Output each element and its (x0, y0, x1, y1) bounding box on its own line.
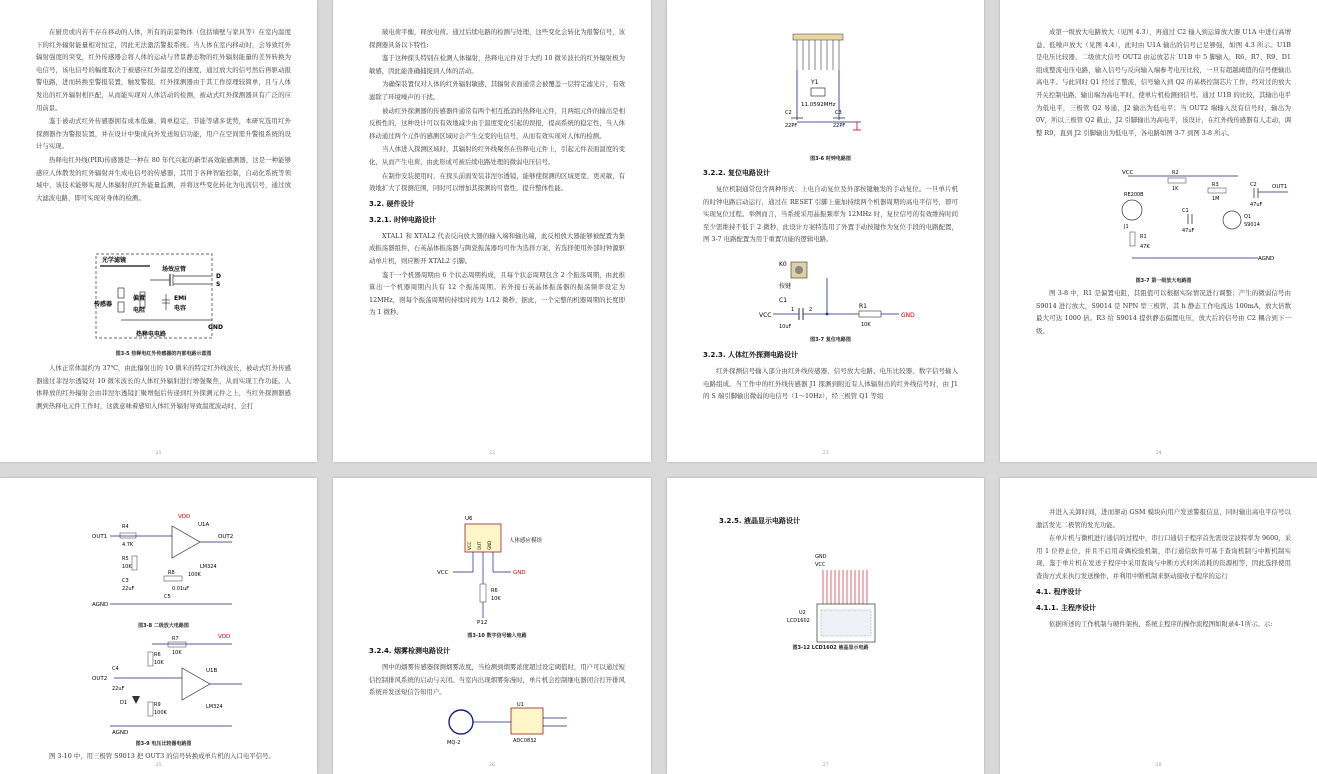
diagram-label-gnd: GND (208, 324, 223, 331)
section-heading: 3.2. 硬件设计 (369, 199, 415, 208)
figure-caption: 图3-6 时钟电路图 (810, 156, 851, 162)
pir-model: RE200B (1124, 192, 1144, 198)
smoke-detect-circuit-diagram (421, 698, 581, 768)
adc-ref: U1 (517, 702, 524, 708)
subsection-heading: 3.2.4. 烟雾检测电路设计 (369, 647, 451, 655)
page-number: 24 (1155, 450, 1162, 456)
body-paragraph: 鉴于一个机器周期由 6 个状态周期构成，且每个状态周期包含 2 个振荡周期，由此推算出一个机器周期内共有 12 个振荡周期。若外接石英晶体振荡器的振荡频率设定为 12MHz，则每个振荡周期的持续时间为 1/12 微秒，据此，一个完整的机器周期的长度即为 1 微秒。 (369, 270, 625, 317)
document-page-8 (1000, 478, 1317, 774)
page-number: 25 (155, 762, 162, 768)
document-page-5 (0, 478, 317, 774)
cap-c1-value: 10uF (779, 324, 792, 330)
cap-c2-ref: C2 (1250, 182, 1257, 188)
cap-c5-ref: C5 (164, 594, 171, 600)
figure-caption: 图3-8 二级放大电路图 (138, 623, 189, 629)
res-r7-ref: R7 (172, 636, 179, 642)
module-label: 人体感应模组 (509, 538, 543, 544)
body-paragraph: 图中的烟雾传感器探测烟雾浓度，当检测到烟雾浓度超过设定阈值时，用户可以通过短信控制排风系统的启动与关闭。当室内出现烟雾弥漫时，单片机会控制继电器闭合打开排风系统并发送短信告知用户。 (369, 663, 625, 697)
port-label: P12 (477, 620, 488, 624)
figure-caption: 图3-7 第一级放大电路图 (1135, 278, 1192, 284)
crystal-frequency: 11.0592MHz (801, 102, 836, 108)
body-paragraph: 热释电红外线(PIR)传感器是一种在 80 年代兴起的新型高效能感测器，这是一种能够感应人体散发的红外辐射并生成电信号的传感器，其用于各种智能控制，自动化系统等领域中，该技术能够实现人体辐射的红外能量监测，并将这些变化转化为电流信号，通过放大滤波电路，即可实现对身体的检测。 (36, 155, 291, 202)
figure-caption: 图3-9 电压比较器电路图 (135, 741, 192, 747)
gnd-label: GND (901, 312, 915, 319)
cap-c2-value: 47uF (1250, 202, 1263, 208)
diagram-label-fet: 场效应管 (162, 266, 187, 273)
body-paragraph: 在厨房或内若不存在移动的人体，所有的前景物体（包括墙壁与家具等）在室内温度下的红外辐射能量相对恒定，因此无法激活警报系统。当人体在室内移动时，会导致红外辐射强度的突变，红外传感器会将人体的运动与背景静态物的红外辐射能量的差异转换为电信号，该电信号的幅度取决于被感应红外温度差的速度，通过放大的信号然后再驱动报警电路，进而转换至警报装置，触发警报，红外探测器由于其工作原理较简单，且与人体发出的红外辐射相匹配，从而能实现对人体活动的检测，被动式红外探测器具有广泛的应用前景。 (36, 28, 291, 112)
vcc-label: VCC (759, 312, 772, 319)
pir-ref: J1 (1124, 224, 1129, 230)
document-page-3 (667, 0, 984, 462)
module-pin-out: OUT (477, 541, 482, 550)
body-paragraph: 复位机制通常包含两种形式：上电自动复位及外部按键触发的手动复位。一旦单片机的时钟电路启动运行，通过在 RESET 引脚上施加持续两个机器周期的高电平信号，即可实现复位过程。举例而言，当系统采用晶振频率为 12MHz 时，复位信号的有效维持时间至少需维持不低于 2 微秒，此设计方案特选用了外置手动按键作为复位手段的电路配置，图 3-7 电路配置为用于重置功能的逻辑电路。 (703, 185, 958, 244)
page-number: 28 (1155, 762, 1162, 768)
cap-c3-ref: C3 (122, 578, 129, 584)
gnd-label: GND (513, 570, 526, 576)
res-r9-value: 100K (154, 710, 167, 716)
first-stage-amplifier-diagram (1108, 168, 1308, 268)
cap-c5-value: 0.01uF (172, 586, 190, 592)
page-number: 21 (155, 450, 162, 456)
module-ref: U6 (465, 516, 473, 522)
res-r4-ref: R4 (122, 524, 129, 530)
res-r2-ref: R2 (1172, 170, 1179, 176)
body-paragraph: 在制作安装使用时，在探头前面安装菲涅尔透镜，能够使探测的区域更宽、更灵敏，有效地扩大了探测范围，同时可以增加其探测的可靠性，提升整体性能。 (369, 171, 625, 193)
vcc-label: VCC (815, 562, 826, 568)
agnd-label: AGND (92, 602, 109, 608)
out2-label: OUT2 (218, 534, 234, 540)
cap-c4-ref: C4 (112, 666, 119, 672)
res-r6-value: 10K (154, 660, 164, 666)
res-r5-value: 10K (122, 564, 132, 570)
body-paragraph: XTAL1 和 XTAL2 代表反向放大器的输入端和输出端，此反相放大器能够被配置为集成振荡器组件，石英晶体振荡器与陶瓷振荡器均可作为选择方案，若选择使用外部时钟源驱动单片机，则应断开 XTAL2 引脚。 (369, 231, 625, 265)
switch-ref: K0 (779, 261, 787, 268)
body-paragraph: 并进入关卸时间，进而驱动 GSM 模块向用户发送警报信息，同时输出高电平信号以激活发光二极管的发光功能。 (1036, 508, 1291, 529)
body-paragraph: 图 3-8 中，R1 是偏置电阻，其阻值可以根据实际情况进行调整；产生的微弱信号由 S9014 进行放大，S9014 是 NPN 型三极管，其 h 静态工作电流达 100mA，放大倍数最大可达 1000 倍。R3 给 S9014 提供静态偏置电压，放大后的信号由 C2 耦合到下一级。 (1036, 289, 1291, 335)
res-r2-value: 1K (1172, 186, 1179, 192)
diagram-label-filter: 光学滤镜 (102, 257, 127, 264)
body-paragraph: 红外探测信号输入部分由红外线传感器、信号放大电路、电压比较器、数字信号输入电路组成。当工作中的红外线传感器 J1 探测到附近有人体辐射出的红外线信号时，由 J1 的 S 端引脚输出微弱的电信号（1～10Hz），经三极管 Q1 等组 (703, 367, 958, 401)
cap-c3-value: 22PF (833, 123, 846, 129)
lcd-model: LCD1602 (787, 618, 810, 624)
pin-2: 2 (809, 307, 813, 313)
diagram-label-capacitor: 电容 (174, 305, 187, 312)
body-paragraph: 当人体进入探测区域时，其辐射的红外线聚焦在热释电元件上，引起元件表面温度的变化，从而产生电荷，由此形成可被后续电路处理的微弱电压信号。 (369, 145, 625, 166)
module-pin-gnd: GND (487, 540, 492, 550)
body-paragraph: 为确保装置仅对人体的红外辐射敏感，其辐射表面通常会被覆盖一层特定滤光片，有效滤除了环境噪声的干扰。 (369, 80, 625, 101)
res-r3-ref: R3 (1212, 182, 1219, 188)
res-r6-value: 10K (491, 596, 501, 602)
diagram-label-bias: 偏置 (133, 295, 146, 302)
res-r3-value: 1M (1212, 196, 1220, 202)
diagram-label-s: S (216, 281, 221, 288)
cap-c1-ref: C1 (1182, 208, 1189, 214)
section-heading: 4.1. 程序设计 (1036, 587, 1082, 596)
page-number: 23 (822, 450, 829, 456)
crystal-ref: Y1 (811, 79, 819, 86)
vdd-label: VDD (218, 634, 231, 640)
body-paragraph: 鉴于被动式红外传感器拥有成本低廉、简单稳定、节能等诸多优势，本研究选用红外探测器作为警报装置，并在设计中集成向外发送短信功能，用户在空间需升警报系统的设计与实现。 (36, 117, 291, 151)
res-r1-ref: R1 (1140, 234, 1147, 240)
pin-1: 1 (791, 307, 795, 313)
adc-model: ADC0832 (513, 738, 537, 744)
body-paragraph: 鉴于这种探头特别在检测人体辐射，热释电元件对于大约 10 微米波长的红外辐射极为敏感，因此能准确捕捉到人体的活动。 (369, 54, 625, 75)
subsection-heading: 3.2.1. 时钟电路设计 (369, 215, 437, 224)
figure-caption: 图3-10 数字信号输入电路 (467, 633, 527, 639)
body-paragraph: 破电荷平衡，释放电荷。通过后续电路的检测与处理，这些变化会转化为报警信号，该探测器具备以下特性: (369, 28, 625, 49)
diagram-label-resistor: 电阻 (133, 307, 146, 314)
opamp-chip: LM324 (206, 704, 223, 710)
second-stage-amplifier-diagram (92, 512, 252, 608)
res-r1-ref: R1 (859, 303, 867, 310)
body-paragraph: 依据所述的工作机制与硬件架构，系统主程序的操作流程图如附录4-1所示。示: (1049, 619, 1273, 628)
lcd-ref: U2 (799, 610, 806, 616)
subsection-heading: 4.1.1. 主程序设计 (1036, 603, 1097, 612)
out1-label: OUT1 (1272, 184, 1288, 190)
lcd-display-circuit-diagram (787, 552, 887, 648)
subsection-heading: 3.2.5. 液晶显示电路设计 (719, 517, 801, 525)
cap-c3-value: 22uF (122, 586, 135, 592)
module-pin-vcc: VCC (467, 541, 472, 550)
transistor-type: S9014 (1244, 222, 1260, 228)
vcc-label: VCC (437, 570, 449, 576)
res-r9-ref: R9 (154, 702, 161, 708)
document-page-2 (333, 0, 651, 462)
res-r6-ref: R6 (491, 588, 498, 594)
document-page-4 (1000, 0, 1317, 462)
document-page-7 (667, 478, 984, 774)
agnd-label: AGND (112, 730, 129, 736)
agnd-label: AGND (1258, 256, 1275, 262)
switch-label: 按键 (779, 283, 792, 290)
gnd-label: GND (815, 554, 827, 560)
figure-caption: 图3-7 复位电路图 (810, 337, 851, 343)
gas-sensor-label: MQ-2 (447, 740, 461, 746)
body-paragraph: 人体正常体温约为 37℃，由此辐射出的 10 微米的特定红外线波长，被动式红外传感器通过菲涅尔透镜对 10 微米波长的人体红外辐射进行增强聚焦，从而实现工作功能。人体释放的红外辐射会由菲涅尔透镜汇聚增强后传递到红外探测元件之上，当红外探测器感测到热释电元件工作时，这就意味着感知人体红外辐射导致温度波动时，会打 (36, 364, 291, 410)
cap-c4-value: 22uF (112, 686, 125, 692)
reset-circuit-diagram (759, 256, 929, 332)
voltage-comparator-diagram (92, 632, 252, 736)
res-r1-value: 10K (861, 322, 871, 328)
res-r5-ref: R5 (122, 556, 129, 562)
cap-c1-value: 47uF (1182, 228, 1195, 234)
cap-c2-value: 22PF (785, 123, 798, 129)
vdd-label: VDD (178, 514, 191, 520)
vcc-label: VCC (1122, 170, 1134, 176)
cap-c3-ref: C3 (835, 110, 842, 116)
pir-sensor-diagram (90, 250, 230, 346)
opamp-chip: LM324 (200, 564, 217, 570)
res-r1-value: 47K (1140, 244, 1150, 250)
diagram-label-sensor: 传感器 (94, 301, 113, 308)
out1-label: OUT1 (92, 534, 108, 540)
subsection-heading: 3.2.3. 人体红外探测电路设计 (703, 351, 799, 359)
res-r8-ref: R8 (168, 570, 175, 576)
body-paragraph: 成第一级放大电路放大（见图 4.3），再通过 C2 输入到运算放大器 U1A 中进行高增益、低噪声放大（见图 4.4），此时由 U1A 输出的信号已足够强，如图 4.3 所示。U1B 是电压比较器，二级放大信号 OUT2 由运放芯片 U1B 中 5 脚输入，R6、R7、R9、D1 组成整流电压电路，输入信号与反向输入端参考电压比较，一旦有超越阈值的信号便输出高电平。与此同时 Q1 经过了整流，信号输入到 Q2 的基极控制芯片工作，经对过的放大开关控制电路，输出端为高电平时，使单片机检测到信号。通过 U1B 的比较，其输出电平为低电平，三极管 Q2 导通，J2 输出为低电平；当 OUT2 端输入没有信号时，输出为 0V，所以三极管 Q2 截止，J2 引脚输出为高电平，该设计，在红外线传感器有人走动，调整 R9，直到 J2 引脚输出为低电平，各电路如图 3-7 到图 3-8 所示。 (1036, 28, 1291, 137)
res-r7-value: 10K (172, 650, 182, 656)
out2-label: OUT2 (92, 676, 108, 682)
document-page-6 (333, 478, 651, 774)
figure-caption: 图3-12 LCD1602 液晶显示电路 (792, 645, 869, 651)
transistor-ref: Q1 (1244, 214, 1252, 220)
diagram-label-d: D (216, 273, 221, 280)
body-paragraph: 被动红外探测器的传感器件通常有两个相互抵消的热释电元件，且两组元件的输出是相反极性的，这种设计可以有效地减少由于温度变化引起的误报，提高系统的稳定性，当人体移动通过两个元件的感测区域时会产生交变的电信号，从而有效实现对人体的检测。 (369, 106, 625, 140)
diagram-label-circuit: 热释电电路 (136, 331, 167, 338)
opamp-ref: U1A (198, 522, 210, 528)
res-r4-value: 4.7K (122, 542, 134, 548)
body-paragraph: 在单片机与微机进行通信的过程中，串行口通信子程序首先需设定波特率为 9600，采用 1 位停止位，并且不启用奇偶校验机制，串行通信软件可基于查询机制与中断机制实现，鉴于单片机在发送子程序中采用查询与中断方式时所消耗的资源相等，因此选择使用查询方式来执行发送操作，并利用中断机制来驱动接收子程序的运行 (1036, 534, 1291, 580)
clock-circuit-diagram (777, 30, 867, 136)
res-r8-value: 100K (188, 572, 201, 578)
cap-c1-ref: C1 (779, 297, 788, 304)
res-r6-ref: R6 (154, 652, 161, 658)
subsection-heading: 3.2.2. 复位电路设计 (703, 169, 771, 177)
page-number: 26 (488, 762, 496, 768)
figure-caption: 图3-5 热释电红外传感器的内部电路示意图 (115, 351, 212, 357)
page-number: 27 (822, 762, 829, 768)
page-number: 22 (488, 450, 496, 456)
diode-ref: D1 (120, 700, 128, 706)
opamp-ref: U1B (206, 668, 218, 674)
diagram-label-emi: EMI (174, 295, 187, 302)
body-paragraph: 图 3-10 中，用三极管 S9013 把 OUT3 的信号转换成单片机的入口电平信号。 (49, 752, 275, 760)
document-page-1 (0, 0, 317, 462)
cap-c2-ref: C2 (785, 110, 792, 116)
digital-input-circuit-diagram (437, 514, 577, 624)
